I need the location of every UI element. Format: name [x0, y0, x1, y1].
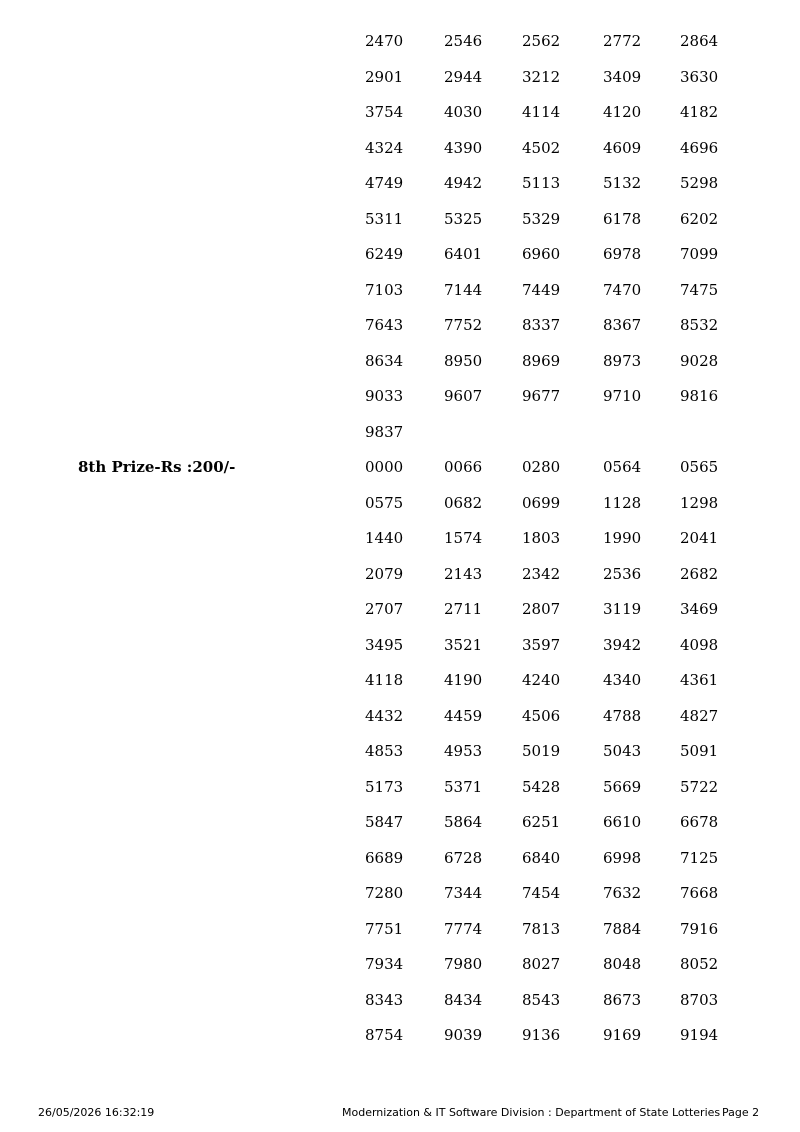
ticket-number: 9816 — [680, 387, 719, 405]
result-row — [0, 136, 800, 160]
ticket-number: 1574 — [444, 529, 483, 547]
ticket-number: 0280 — [522, 458, 561, 476]
ticket-number: 2772 — [603, 32, 642, 50]
ticket-number: 6610 — [603, 813, 642, 831]
ticket-number: 7144 — [444, 281, 483, 299]
ticket-number: 5722 — [680, 778, 719, 796]
ticket-number: 4502 — [522, 139, 561, 157]
ticket-number: 7643 — [365, 316, 404, 334]
ticket-number: 4827 — [680, 707, 719, 725]
ticket-number: 9677 — [522, 387, 561, 405]
ticket-number: 6401 — [444, 245, 483, 263]
ticket-number: 4030 — [444, 103, 483, 121]
ticket-number: 7475 — [680, 281, 719, 299]
ticket-number: 6178 — [603, 210, 642, 228]
result-row — [0, 100, 800, 124]
ticket-number: 5847 — [365, 813, 404, 831]
result-row — [0, 633, 800, 657]
prize-label: 8th Prize-Rs :200/- — [78, 458, 236, 476]
ticket-number: 2342 — [522, 565, 561, 583]
ticket-number: 3942 — [603, 636, 642, 654]
ticket-number: 1440 — [365, 529, 404, 547]
ticket-number: 5019 — [522, 742, 561, 760]
ticket-number: 6689 — [365, 849, 404, 867]
ticket-number: 6728 — [444, 849, 483, 867]
ticket-number: 9169 — [603, 1026, 642, 1044]
result-row — [0, 1023, 800, 1047]
ticket-number: 2562 — [522, 32, 561, 50]
result-row — [0, 952, 800, 976]
result-row — [0, 775, 800, 799]
ticket-number: 7125 — [680, 849, 719, 867]
footer-department: Modernization & IT Software Division : Department of State Lotteries — [342, 1106, 721, 1119]
footer-page-number: Page 2 — [722, 1106, 760, 1119]
result-row — [0, 313, 800, 337]
ticket-number: 6978 — [603, 245, 642, 263]
ticket-number: 4390 — [444, 139, 483, 157]
ticket-number: 5669 — [603, 778, 642, 796]
ticket-number: 2536 — [603, 565, 642, 583]
ticket-number: 0682 — [444, 494, 483, 512]
ticket-number: 4609 — [603, 139, 642, 157]
ticket-number: 7668 — [680, 884, 719, 902]
ticket-number: 9033 — [365, 387, 404, 405]
ticket-number: 6678 — [680, 813, 719, 831]
ticket-number: 8703 — [680, 991, 719, 1009]
ticket-number: 2707 — [365, 600, 404, 618]
ticket-number: 3212 — [522, 68, 561, 86]
ticket-number: 9194 — [680, 1026, 719, 1044]
result-row — [0, 491, 800, 515]
ticket-number: 5325 — [444, 210, 483, 228]
ticket-number: 7454 — [522, 884, 561, 902]
ticket-number: 7774 — [444, 920, 483, 938]
result-row — [0, 526, 800, 550]
result-row — [0, 455, 800, 479]
result-row — [0, 278, 800, 302]
ticket-number: 3630 — [680, 68, 719, 86]
result-row — [0, 207, 800, 231]
ticket-number: 4324 — [365, 139, 404, 157]
ticket-number: 2546 — [444, 32, 483, 50]
ticket-number: 6249 — [365, 245, 404, 263]
ticket-number: 7813 — [522, 920, 561, 938]
ticket-number: 5371 — [444, 778, 483, 796]
ticket-number: 4182 — [680, 103, 719, 121]
ticket-number: 0000 — [365, 458, 404, 476]
ticket-number: 1990 — [603, 529, 642, 547]
ticket-number: 4749 — [365, 174, 404, 192]
ticket-number: 8969 — [522, 352, 561, 370]
ticket-number: 7470 — [603, 281, 642, 299]
ticket-number: 0575 — [365, 494, 404, 512]
ticket-number: 3754 — [365, 103, 404, 121]
result-row — [0, 29, 800, 53]
ticket-number: 2079 — [365, 565, 404, 583]
ticket-number: 0066 — [444, 458, 483, 476]
ticket-number: 4114 — [522, 103, 561, 121]
ticket-number: 5311 — [365, 210, 404, 228]
ticket-number: 7916 — [680, 920, 719, 938]
ticket-number: 4240 — [522, 671, 561, 689]
ticket-number: 2041 — [680, 529, 719, 547]
ticket-number: 8673 — [603, 991, 642, 1009]
ticket-number: 7280 — [365, 884, 404, 902]
ticket-number: 5132 — [603, 174, 642, 192]
ticket-number: 4853 — [365, 742, 404, 760]
ticket-number: 8634 — [365, 352, 404, 370]
ticket-number: 3521 — [444, 636, 483, 654]
ticket-number: 2682 — [680, 565, 719, 583]
ticket-number: 1803 — [522, 529, 561, 547]
ticket-number: 7752 — [444, 316, 483, 334]
ticket-number: 2901 — [365, 68, 404, 86]
ticket-number: 5113 — [522, 174, 561, 192]
ticket-number: 7884 — [603, 920, 642, 938]
footer-timestamp: 26/05/2026 16:32:19 — [38, 1106, 155, 1119]
ticket-number: 2711 — [444, 600, 483, 618]
result-row — [0, 597, 800, 621]
ticket-number: 4118 — [365, 671, 404, 689]
ticket-number: 8973 — [603, 352, 642, 370]
result-row — [0, 739, 800, 763]
ticket-number: 3409 — [603, 68, 642, 86]
ticket-number: 6202 — [680, 210, 719, 228]
result-row — [0, 384, 800, 408]
ticket-number: 4190 — [444, 671, 483, 689]
result-row — [0, 420, 800, 444]
ticket-number: 7934 — [365, 955, 404, 973]
ticket-number: 8052 — [680, 955, 719, 973]
ticket-number: 4459 — [444, 707, 483, 725]
result-row — [0, 242, 800, 266]
ticket-number: 6840 — [522, 849, 561, 867]
ticket-number: 2944 — [444, 68, 483, 86]
ticket-number: 7449 — [522, 281, 561, 299]
result-row — [0, 988, 800, 1012]
ticket-number: 5173 — [365, 778, 404, 796]
ticket-number: 3119 — [603, 600, 642, 618]
ticket-number: 4098 — [680, 636, 719, 654]
ticket-number: 8950 — [444, 352, 483, 370]
ticket-number: 9039 — [444, 1026, 483, 1044]
ticket-number: 5043 — [603, 742, 642, 760]
ticket-number: 5428 — [522, 778, 561, 796]
result-row — [0, 704, 800, 728]
ticket-number: 1298 — [680, 494, 719, 512]
ticket-number: 5864 — [444, 813, 483, 831]
ticket-number: 5329 — [522, 210, 561, 228]
ticket-number: 8434 — [444, 991, 483, 1009]
ticket-number: 7632 — [603, 884, 642, 902]
ticket-number: 9710 — [603, 387, 642, 405]
ticket-number: 2143 — [444, 565, 483, 583]
ticket-number: 9607 — [444, 387, 483, 405]
ticket-number: 8027 — [522, 955, 561, 973]
ticket-number: 4361 — [680, 671, 719, 689]
ticket-number: 2807 — [522, 600, 561, 618]
ticket-number: 7980 — [444, 955, 483, 973]
result-row — [0, 846, 800, 870]
ticket-number: 4432 — [365, 707, 404, 725]
ticket-number: 4942 — [444, 174, 483, 192]
ticket-number: 3469 — [680, 600, 719, 618]
ticket-number: 9837 — [365, 423, 404, 441]
ticket-number: 8343 — [365, 991, 404, 1009]
ticket-number: 5298 — [680, 174, 719, 192]
ticket-number: 8048 — [603, 955, 642, 973]
ticket-number: 3597 — [522, 636, 561, 654]
ticket-number: 0699 — [522, 494, 561, 512]
ticket-number: 7099 — [680, 245, 719, 263]
ticket-number: 8754 — [365, 1026, 404, 1044]
ticket-number: 7103 — [365, 281, 404, 299]
ticket-number: 8532 — [680, 316, 719, 334]
ticket-number: 1128 — [603, 494, 642, 512]
result-row — [0, 810, 800, 834]
result-row — [0, 349, 800, 373]
ticket-number: 3495 — [365, 636, 404, 654]
ticket-number: 6998 — [603, 849, 642, 867]
ticket-number: 9136 — [522, 1026, 561, 1044]
ticket-number: 6251 — [522, 813, 561, 831]
ticket-number: 0565 — [680, 458, 719, 476]
ticket-number: 5091 — [680, 742, 719, 760]
ticket-number: 2470 — [365, 32, 404, 50]
ticket-number: 7344 — [444, 884, 483, 902]
result-row — [0, 171, 800, 195]
ticket-number: 4788 — [603, 707, 642, 725]
result-row — [0, 668, 800, 692]
ticket-number: 8337 — [522, 316, 561, 334]
ticket-number: 8367 — [603, 316, 642, 334]
ticket-number: 4696 — [680, 139, 719, 157]
ticket-number: 8543 — [522, 991, 561, 1009]
ticket-number: 4506 — [522, 707, 561, 725]
result-row — [0, 562, 800, 586]
ticket-number: 4340 — [603, 671, 642, 689]
result-row — [0, 881, 800, 905]
ticket-number: 4953 — [444, 742, 483, 760]
ticket-number: 2864 — [680, 32, 719, 50]
result-row — [0, 65, 800, 89]
ticket-number: 7751 — [365, 920, 404, 938]
ticket-number: 0564 — [603, 458, 642, 476]
result-row — [0, 917, 800, 941]
ticket-number: 9028 — [680, 352, 719, 370]
ticket-number: 6960 — [522, 245, 561, 263]
ticket-number: 4120 — [603, 103, 642, 121]
